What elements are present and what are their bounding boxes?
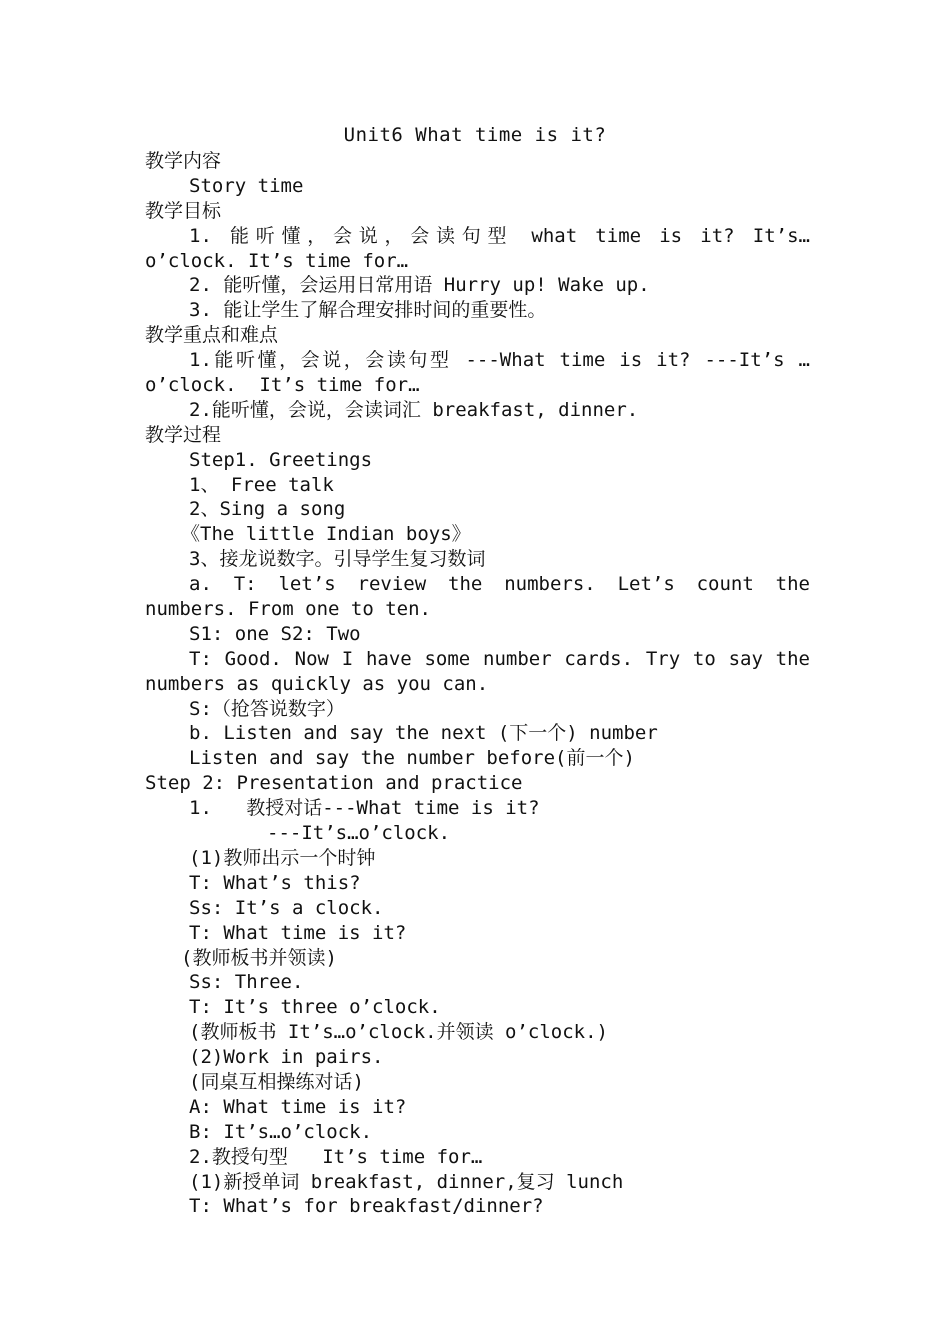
text-line: 2、Sing a song <box>189 498 346 521</box>
text-line: A: What time is it? <box>189 1095 407 1118</box>
text-line: ---It’s…o’clock. <box>267 822 451 845</box>
text-line: T: What’s this? <box>189 871 361 894</box>
text-line: B: It’s…o’clock. <box>189 1120 373 1143</box>
text-line: a. T: let’s review the numbers. Let’s count the <box>189 573 810 596</box>
text-line: S:（抢答说数字） <box>189 697 345 720</box>
text-line: T: What time is it? <box>189 921 407 944</box>
text-line: Step1. Greetings <box>189 448 373 471</box>
text-line: 教学重点和难点 <box>145 324 279 347</box>
text-line: (同桌互相操练对话) <box>189 1070 364 1093</box>
text-line: 教学目标 <box>145 199 222 222</box>
text-line: T: What’s for breakfast/dinner? <box>189 1195 544 1218</box>
text-line: (教师板书并领读) <box>181 946 337 969</box>
document-title: Unit6 What time is it? <box>343 124 607 146</box>
text-line: (2)Work in pairs. <box>189 1046 384 1069</box>
text-line: 2. 能听懂，会运用日常用语 Hurry up! Wake up. <box>189 274 650 297</box>
text-line: 1、 Free talk <box>189 473 334 496</box>
text-line: b. Listen and say the next (下一个) number <box>189 722 658 745</box>
text-line: 1. 教授对话---What time is it? <box>189 797 540 820</box>
text-line: o’clock. It’s time for… <box>145 374 420 397</box>
text-line: 3、接龙说数字。引导学生复习数词 <box>189 548 486 571</box>
document-body <box>145 149 810 1219</box>
text-line: Ss: It’s a clock. <box>189 896 384 919</box>
text-line: T: It’s three o’clock. <box>189 996 441 1019</box>
text-line: 3. 能让学生了解合理安排时间的重要性。 <box>189 299 547 322</box>
text-line: 1.能听懂，会说，会读句型 ---What time is it? ---It’s … <box>189 349 810 372</box>
text-line: 1. 能听懂，会说，会读句型 what time is it? It’s… <box>189 224 810 247</box>
text-line: 教学过程 <box>145 423 222 446</box>
text-line: Story time <box>189 174 304 197</box>
text-line: numbers as quickly as you can. <box>145 672 489 695</box>
text-line: Step 2: Presentation and practice <box>145 772 523 795</box>
text-line: T: Good. Now I have some number cards. Try to say the <box>189 647 810 670</box>
text-line: S1: one S2: Two <box>189 622 361 645</box>
text-line: 2.教授句型 It’s time for… <box>189 1145 483 1168</box>
text-line: (教师板书 It’s…o’clock.并领读 o’clock.) <box>189 1021 608 1044</box>
text-line: Ss: Three. <box>189 971 304 994</box>
text-line: (1)新授单词 breakfast, dinner,复习 lunch <box>189 1170 624 1193</box>
text-line: 2.能听懂，会说，会读词汇 breakfast, dinner. <box>189 398 639 421</box>
text-line: numbers. From one to ten. <box>145 598 431 621</box>
text-line: Listen and say the number before(前一个) <box>189 747 635 770</box>
text-line: (1)教师出示一个时钟 <box>189 846 376 869</box>
text-line: 教学内容 <box>145 150 222 172</box>
text-line: o’clock. It’s time for… <box>145 249 409 272</box>
text-line: 《The little Indian boys》 <box>181 523 471 546</box>
